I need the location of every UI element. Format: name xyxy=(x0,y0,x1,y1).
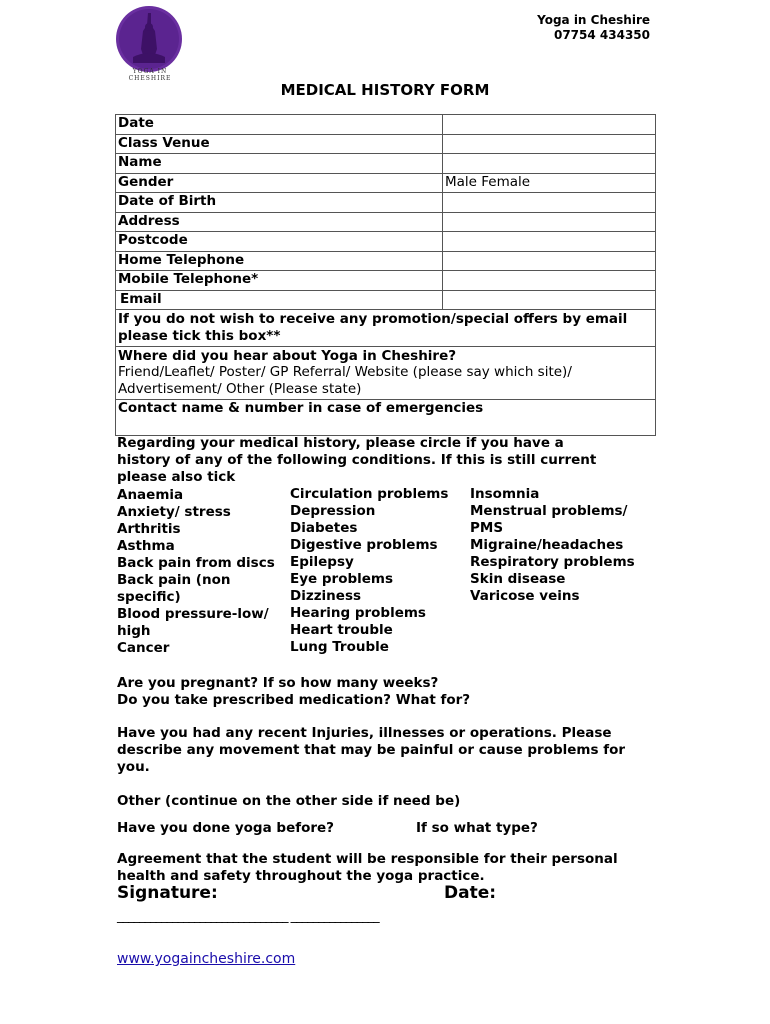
address-field[interactable] xyxy=(443,212,656,232)
condition-item[interactable]: Heart trouble xyxy=(290,622,393,638)
dob-field[interactable] xyxy=(443,193,656,213)
injuries-question: Have you had any recent Injuries, illnesses or operations. Please describe any movement that may be painful or cause problems for you. xyxy=(117,725,625,775)
conditions-column-2 xyxy=(290,486,448,656)
row-label: Address xyxy=(116,212,443,232)
condition-item[interactable]: Lung Trouble xyxy=(290,639,389,655)
row-label: Class Venue xyxy=(116,134,443,154)
condition-item[interactable]: Migraine/headaches xyxy=(470,537,624,553)
condition-item[interactable]: Back pain from discs xyxy=(117,555,275,571)
condition-item[interactable]: Depression xyxy=(290,503,376,519)
condition-item[interactable]: Eye problems xyxy=(290,571,394,587)
promo-optout-checkbox[interactable]: If you do not wish to receive any promotion/special offers by email please tick this box** xyxy=(116,310,656,347)
signature-label: Signature: xyxy=(117,883,218,903)
row-label: Mobile Telephone* xyxy=(116,271,443,291)
table-row xyxy=(116,212,656,232)
table-row xyxy=(116,290,656,310)
condition-item[interactable]: Skin disease xyxy=(470,571,566,587)
name-field[interactable] xyxy=(443,154,656,174)
details-table xyxy=(115,114,656,436)
condition-item[interactable]: high xyxy=(117,623,151,639)
row-label: Postcode xyxy=(116,232,443,252)
other-question: Other (continue on the other side if need be) xyxy=(117,793,461,809)
table-row xyxy=(116,346,656,399)
row-label: Home Telephone xyxy=(116,251,443,271)
row-label: Email xyxy=(116,290,443,310)
table-row xyxy=(116,271,656,291)
medication-question: Do you take prescribed medication? What for? xyxy=(117,692,471,708)
mobile-telephone-field[interactable] xyxy=(443,271,656,291)
condition-item[interactable]: Anaemia xyxy=(117,487,184,503)
agreement-text: Agreement that the student will be responsible for their personal health and safety throughout the yoga practice. xyxy=(117,851,618,884)
org-name: Yoga in Cheshire xyxy=(537,13,650,27)
table-row xyxy=(116,399,656,435)
conditions-column-3 xyxy=(470,486,635,605)
conditions-column-1 xyxy=(117,487,275,657)
table-row xyxy=(116,154,656,174)
yoga-before-question: Have you done yoga before? xyxy=(117,820,335,836)
condition-item[interactable]: Varicose veins xyxy=(470,588,580,604)
table-row xyxy=(116,232,656,252)
contact-block xyxy=(537,13,650,43)
table-row xyxy=(116,310,656,347)
condition-item[interactable]: Anxiety/ stress xyxy=(117,504,231,520)
yoga-logo-icon xyxy=(115,5,183,73)
condition-item[interactable]: Epilepsy xyxy=(290,554,354,570)
condition-item[interactable]: PMS xyxy=(470,520,504,536)
condition-item[interactable]: Dizziness xyxy=(290,588,362,604)
row-label: Gender xyxy=(116,173,443,193)
condition-item[interactable]: Cancer xyxy=(117,640,170,656)
table-row xyxy=(116,134,656,154)
table-row xyxy=(116,251,656,271)
logo-caption: YOGA IN CHESHIRE xyxy=(128,68,172,82)
condition-item[interactable]: Asthma xyxy=(117,538,175,554)
condition-item[interactable]: specific) xyxy=(117,589,181,605)
row-label: Name xyxy=(116,154,443,174)
condition-item[interactable]: Digestive problems xyxy=(290,537,438,553)
pregnancy-question: Are you pregnant? If so how many weeks? xyxy=(117,675,439,691)
date-label: Date: xyxy=(444,883,497,903)
row-label: Date xyxy=(116,115,443,135)
page-title: MEDICAL HISTORY FORM xyxy=(280,81,490,99)
postcode-field[interactable] xyxy=(443,232,656,252)
condition-item[interactable]: Arthritis xyxy=(117,521,181,537)
gender-field[interactable]: Male Female xyxy=(443,173,656,193)
condition-item[interactable]: Insomnia xyxy=(470,486,540,502)
condition-item[interactable]: Back pain (non xyxy=(117,572,231,588)
referral-heading: Where did you hear about Yoga in Cheshire? xyxy=(118,347,457,364)
condition-item[interactable]: Diabetes xyxy=(290,520,358,536)
emergency-contact-field[interactable]: Contact name & number in case of emergencies xyxy=(116,399,656,435)
row-label: Date of Birth xyxy=(116,193,443,213)
condition-item[interactable]: Hearing problems xyxy=(290,605,426,621)
condition-item[interactable]: Blood pressure-low/ xyxy=(117,606,269,622)
condition-item[interactable]: Respiratory problems xyxy=(470,554,635,570)
table-row xyxy=(116,115,656,135)
home-telephone-field[interactable] xyxy=(443,251,656,271)
referral-options: Friend/Leaflet/ Poster/ GP Referral/ Website (please say which site)/ Advertisement/ Other (Please state) xyxy=(118,364,572,398)
yoga-type-question: If so what type? xyxy=(416,820,538,836)
table-row xyxy=(116,173,656,193)
date-field[interactable] xyxy=(443,115,656,135)
signature-lines[interactable]: _______________________________ ________________ xyxy=(117,909,379,924)
condition-item[interactable]: Menstrual problems/ xyxy=(470,503,628,519)
referral-source-field[interactable] xyxy=(116,346,656,399)
website-link[interactable]: www.yogaincheshire.com xyxy=(117,951,296,967)
condition-item[interactable]: Circulation problems xyxy=(290,486,449,502)
email-field[interactable] xyxy=(443,290,656,310)
phone-number: 07754 434350 xyxy=(553,28,650,42)
class-venue-field[interactable] xyxy=(443,134,656,154)
table-row xyxy=(116,193,656,213)
medical-intro: Regarding your medical history, please circle if you have a history of any of the following conditions. If this is still current please also tick xyxy=(117,435,597,485)
